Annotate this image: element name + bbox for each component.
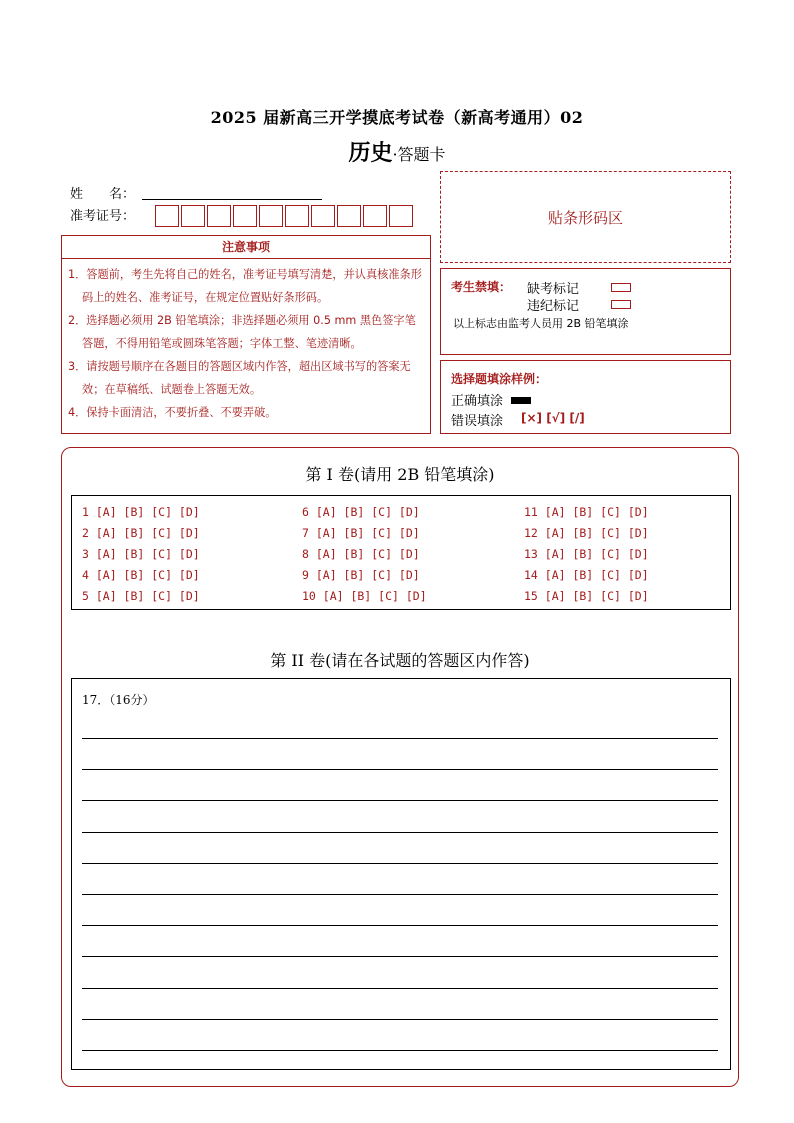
answer-line — [82, 769, 718, 770]
subject-name: 历史 — [348, 140, 393, 166]
correct-fill-label: 正确填涂 — [451, 394, 504, 409]
notice-item: 2．选择题必须用 2B 铅笔填涂；非选择题必须用 0.5 mm 黑色签字笔答题，不得用铅笔或圆珠笔答题；字体工整、笔迹清晰。 — [68, 314, 416, 350]
notice-item: 4．保持卡面清洁，不要折叠、不要弄破。 — [68, 406, 277, 419]
exam-title: 2025 届新高三开学摸底考试卷（新高考通用）02 — [210, 108, 584, 127]
mcq-question-row[interactable]: 10 [A] [B] [C] [D] — [302, 589, 427, 603]
exam-id-digit-box[interactable] — [285, 205, 309, 227]
answer-line — [82, 956, 718, 957]
part1-title: 第 I 卷(请用 2B 铅笔填涂) — [305, 465, 495, 484]
forbidden-box — [440, 268, 731, 355]
subject-heading — [0, 136, 794, 167]
answer-line — [82, 925, 718, 926]
exam-id-digit-box[interactable] — [259, 205, 283, 227]
exam-id-digit-box[interactable] — [207, 205, 231, 227]
mcq-question-row[interactable]: 3 [A] [B] [C] [D] — [82, 547, 200, 561]
mcq-column — [524, 502, 649, 607]
wrong-fill-samples: [×] [√] [/] — [521, 411, 585, 425]
answer-line — [82, 1019, 718, 1020]
notice-item: 1．答题前，考生先将自己的姓名，准考证号填写清楚，并认真核准条形码上的姓名、准考证号，在规定位置贴好条形码。 — [68, 268, 422, 304]
mcq-question-row[interactable]: 5 [A] [B] [C] [D] — [82, 589, 200, 603]
exam-id-digit-box[interactable] — [181, 205, 205, 227]
answer-line — [82, 800, 718, 801]
answer-line — [82, 1050, 718, 1051]
fill-sample-heading: 选择题填涂样例： — [451, 372, 548, 386]
notice-heading: 注意事项 — [61, 235, 431, 259]
exam-id-digit-box[interactable] — [311, 205, 335, 227]
answer-line — [82, 894, 718, 895]
mcq-question-row[interactable]: 7 [A] [B] [C] [D] — [302, 526, 420, 540]
barcode-area — [440, 171, 731, 263]
mcq-question-row[interactable]: 2 [A] [B] [C] [D] — [82, 526, 200, 540]
mcq-question-row[interactable]: 8 [A] [B] [C] [D] — [302, 547, 420, 561]
correct-fill-sample — [511, 397, 531, 404]
essay-answer-area[interactable] — [71, 678, 731, 1070]
mcq-question-row[interactable]: 4 [A] [B] [C] [D] — [82, 568, 200, 582]
fill-sample-box — [440, 360, 731, 434]
name-field[interactable] — [142, 198, 322, 200]
exam-id-digit-box[interactable] — [233, 205, 257, 227]
notice-item: 3．请按题号顺序在各题目的答题区域内作答，超出区域书写的答案无效；在草稿纸、试题卷上答题无效。 — [68, 360, 411, 396]
answer-line — [82, 863, 718, 864]
notice-body — [61, 258, 431, 434]
exam-id-label: 准考证号： — [70, 209, 136, 224]
exam-id-digit-box[interactable] — [155, 205, 179, 227]
mcq-question-row[interactable]: 14 [A] [B] [C] [D] — [524, 568, 649, 582]
mcq-question-row[interactable]: 11 [A] [B] [C] [D] — [524, 505, 649, 519]
mcq-question-row[interactable]: 13 [A] [B] [C] [D] — [524, 547, 649, 561]
exam-id-digit-box[interactable] — [363, 205, 387, 227]
absent-label: 缺考标记 — [527, 282, 580, 297]
exam-id-boxes[interactable] — [155, 205, 415, 228]
answer-line — [82, 738, 718, 739]
absent-mark-box[interactable] — [611, 283, 631, 292]
answer-line — [82, 832, 718, 833]
part2-title: 第 II 卷(请在各试题的答题区内作答) — [270, 651, 530, 670]
mcq-question-row[interactable]: 12 [A] [B] [C] [D] — [524, 526, 649, 540]
wrong-fill-label: 错误填涂 — [451, 414, 504, 429]
exam-id-digit-box[interactable] — [337, 205, 361, 227]
mcq-question-row[interactable]: 15 [A] [B] [C] [D] — [524, 589, 649, 603]
violation-mark-box[interactable] — [611, 300, 631, 309]
mcq-question-row[interactable]: 9 [A] [B] [C] [D] — [302, 568, 420, 582]
mcq-column — [302, 502, 427, 607]
forbidden-label: 考生禁填： — [451, 280, 512, 294]
answer-line — [82, 988, 718, 989]
multiple-choice-grid — [71, 495, 731, 610]
forbidden-note: 以上标志由监考人员用 2B 铅笔填涂 — [453, 317, 629, 330]
mcq-column — [82, 502, 200, 607]
subject-suffix: ·答题卡 — [392, 145, 446, 164]
exam-id-digit-box[interactable] — [389, 205, 413, 227]
mcq-question-row[interactable]: 6 [A] [B] [C] [D] — [302, 505, 420, 519]
mcq-question-row[interactable]: 1 [A] [B] [C] [D] — [82, 505, 200, 519]
question-17-label: 17．（16分） — [82, 693, 155, 707]
barcode-label: 贴条形码区 — [547, 208, 623, 227]
name-label: 姓 名： — [70, 187, 136, 202]
violation-label: 违纪标记 — [527, 299, 580, 314]
